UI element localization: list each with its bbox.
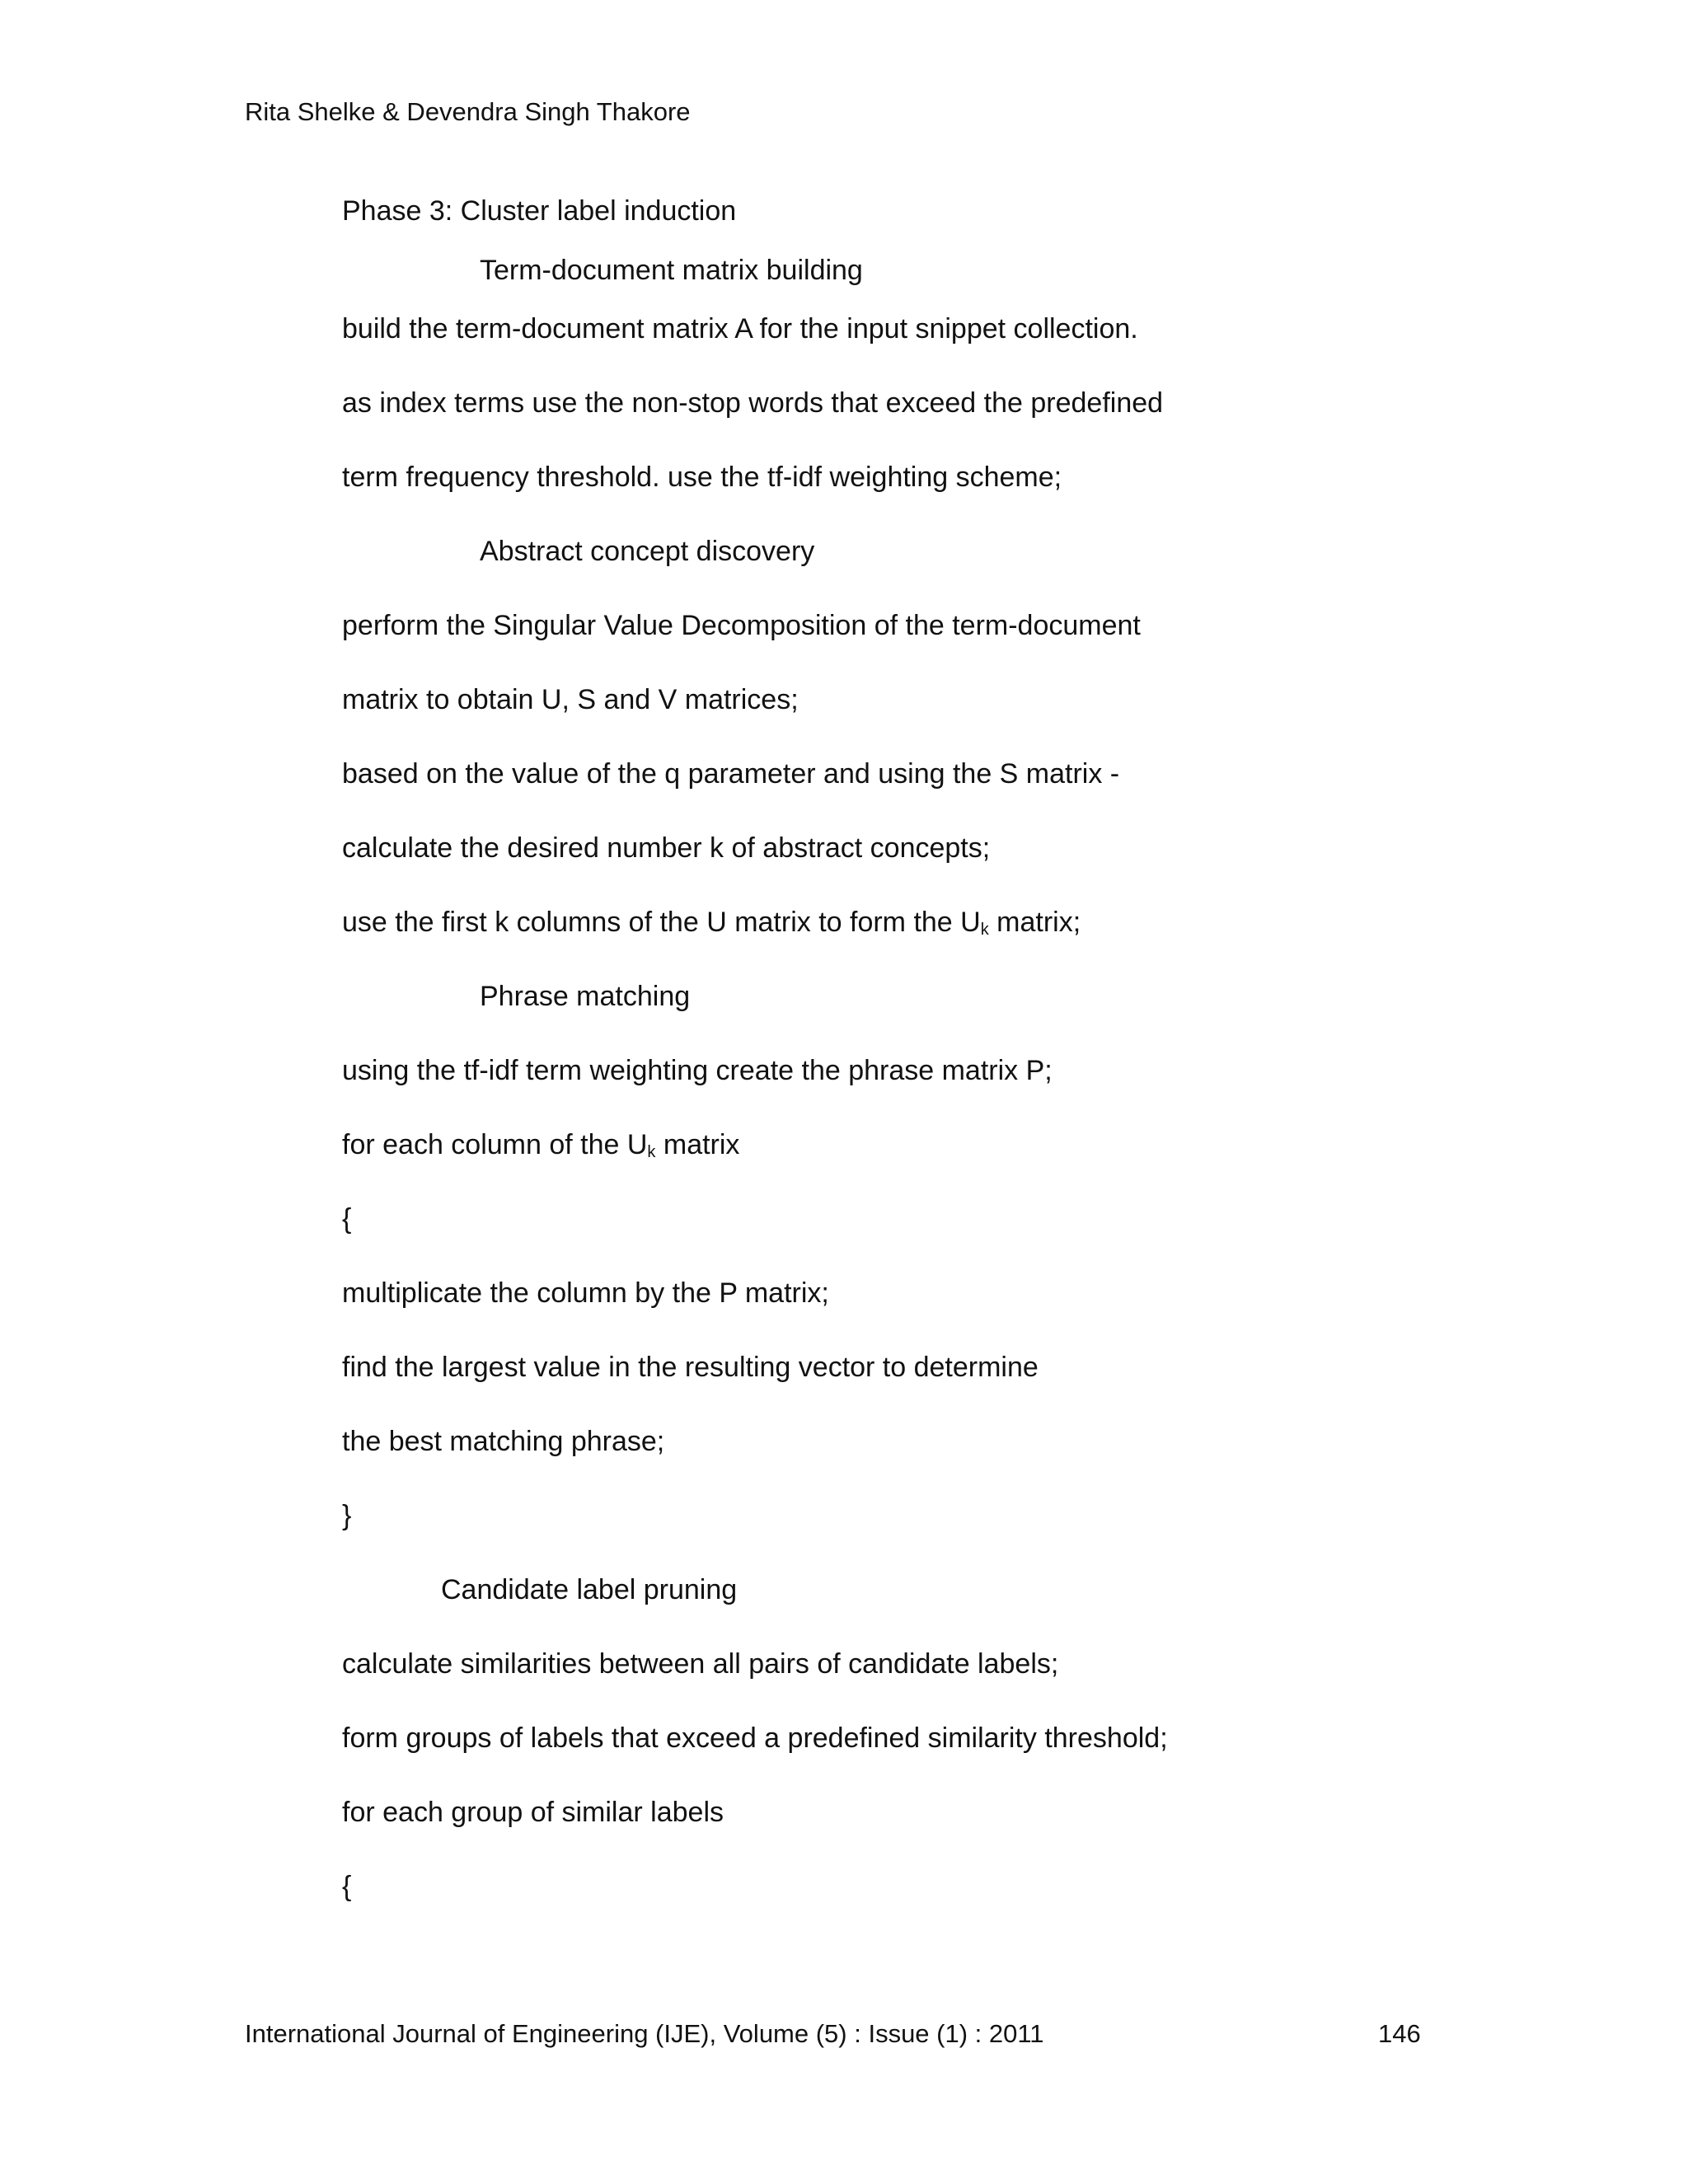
- step-title-abstract-concept: Abstract concept discovery: [480, 536, 815, 567]
- algorithm-line: find the largest value in the resulting vector to determine: [342, 1352, 1039, 1383]
- algorithm-line: term frequency threshold. use the tf-idf weighting scheme;: [342, 462, 1062, 493]
- phase-title: Phase 3: Cluster label induction: [342, 195, 737, 227]
- line-text: for each column of the U: [342, 1129, 648, 1160]
- algorithm-line: calculate the desired number k of abstract concepts;: [342, 832, 991, 864]
- footer-page-number: 146: [1378, 2019, 1421, 2048]
- running-header-authors: Rita Shelke & Devendra Singh Thakore: [245, 97, 691, 126]
- algorithm-line: based on the value of the q parameter and using the S matrix -: [342, 758, 1120, 790]
- algorithm-line: multiplicate the column by the P matrix;: [342, 1277, 829, 1309]
- step-title-candidate-pruning: Candidate label pruning: [441, 1574, 738, 1605]
- subscript-k: k: [647, 1143, 656, 1161]
- subscript-k: k: [980, 921, 989, 939]
- algorithm-line: perform the Singular Value Decomposition of the term-document: [342, 610, 1141, 641]
- algorithm-line: the best matching phrase;: [342, 1426, 665, 1457]
- step-title-phrase-matching: Phrase matching: [480, 981, 691, 1012]
- algorithm-line: as index terms use the non-stop words that exceed the predefined: [342, 387, 1164, 419]
- footer-journal-citation: International Journal of Engineering (IJE), Volume (5) : Issue (1) : 2011: [245, 2019, 1044, 2048]
- algorithm-line: for each group of similar labels: [342, 1797, 724, 1828]
- line-text: use the first k columns of the U matrix to form the U: [342, 907, 981, 938]
- algorithm-line: build the term-document matrix A for the input snippet collection.: [342, 313, 1138, 344]
- algorithm-line: using the tf-idf term weighting create the phrase matrix P;: [342, 1055, 1053, 1086]
- brace-open: {: [342, 1203, 352, 1235]
- line-text: matrix: [655, 1129, 740, 1160]
- brace-close: }: [342, 1500, 352, 1531]
- algorithm-line: calculate similarities between all pairs of candidate labels;: [342, 1648, 1059, 1680]
- algorithm-line-uk-matrix: [342, 906, 1081, 939]
- step-title-term-document: Term-document matrix building: [480, 255, 863, 286]
- brace-open: {: [342, 1871, 352, 1902]
- algorithm-line: form groups of labels that exceed a predefined similarity threshold;: [342, 1722, 1168, 1754]
- algorithm-line-for-each-column: [342, 1128, 739, 1161]
- line-text: matrix;: [988, 907, 1081, 938]
- algorithm-line: matrix to obtain U, S and V matrices;: [342, 684, 799, 715]
